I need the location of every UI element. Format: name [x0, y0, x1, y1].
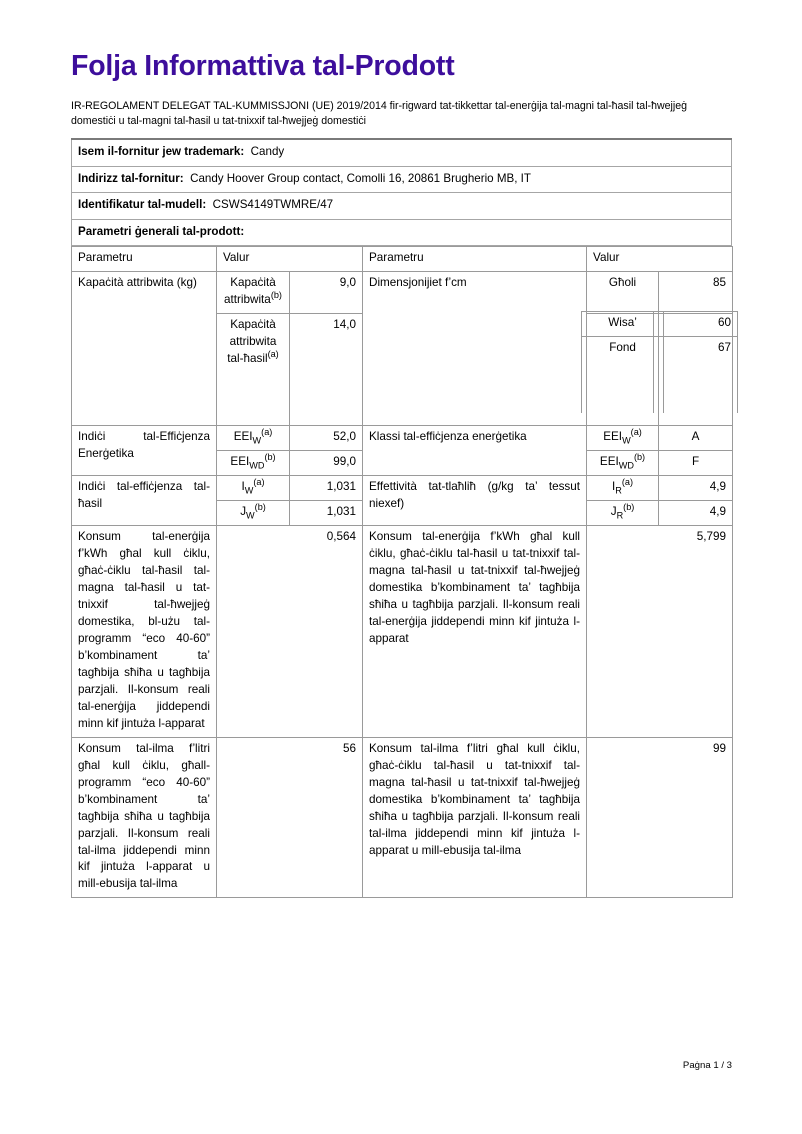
table-row-wash-efficiency [72, 476, 733, 501]
rinsing-param-label: Effettività tat-tlaħliħ (g/kg ta’ tessut niexef) [363, 476, 587, 526]
class-eei-wd-label [587, 451, 659, 476]
jw-subscript: W [246, 510, 255, 521]
footnote-b: (b) [633, 452, 646, 463]
class-eei-w-subscript: W [622, 435, 631, 446]
ir-label [587, 476, 659, 501]
capacity-rated-name: Kapaċità attribwita [224, 276, 276, 307]
supplier-address-cell [72, 166, 732, 192]
water-consumption-right-value: 99 [587, 737, 733, 898]
dimensions-param-label: Dimensjonijiet f’cm [363, 272, 587, 426]
table-row [72, 166, 732, 192]
page-title: Folja Informattiva tal-Prodott [71, 50, 455, 82]
width-value: 60 [654, 312, 738, 337]
class-eei-wd-name: EEI [599, 455, 619, 469]
capacity-wash-name: Kapaċità attribwita tal-ħasil [227, 318, 277, 366]
jr-subscript: R [616, 510, 624, 521]
footnote-a: (a) [267, 349, 279, 360]
supplier-address-value: Candy Hoover Group contact, Comolli 16, 20861 Brugherio MB, IT [190, 171, 531, 185]
depth-value: 67 [654, 337, 738, 413]
class-eei-w-name: EEI [603, 430, 623, 444]
iw-name: I [241, 480, 245, 494]
footnote-b: (b) [264, 452, 276, 463]
wash-efficiency-param-label: Indiċi tal-effiċjenza tal-ħasil [72, 476, 217, 526]
table-row [72, 193, 732, 219]
class-eei-w-value: A [659, 426, 733, 451]
table-row-eei [72, 426, 733, 451]
eei-param-label: Indiċi tal-Effiċjenza Enerġetika [72, 426, 217, 476]
water-consumption-left-value: 56 [217, 737, 363, 898]
supplier-address-label: Indirizz tal-fornitur: [78, 171, 184, 185]
energy-class-param-label: Klassi tal-effiċjenza enerġetika [363, 426, 587, 476]
general-parameters-label: Parametri ġenerali tal-prodott: [78, 224, 245, 238]
table-header-row [72, 247, 733, 272]
jr-name: J [610, 505, 617, 519]
footnote-a: (a) [253, 477, 265, 488]
table-row-energy-consumption [72, 526, 733, 738]
dimensions-sub-values [659, 314, 733, 426]
class-eei-wd-subscript: WD [618, 460, 634, 471]
eei-w-value: 52,0 [290, 426, 363, 451]
iw-subscript: W [244, 485, 254, 496]
iw-value: 1,031 [290, 476, 363, 501]
capacity-wash-label [217, 314, 290, 426]
ir-name: I [612, 480, 616, 494]
supplier-name-cell [72, 139, 732, 166]
page-footer [71, 1060, 732, 1071]
footnote-b: (b) [254, 502, 266, 513]
footnote-a: (a) [261, 427, 273, 438]
footnote-a: (a) [630, 427, 642, 438]
height-label: Għoli [587, 272, 659, 314]
col-header-parametru-right: Parametru [363, 247, 587, 272]
dimensions-sub-names [587, 314, 659, 426]
capacity-wash-value: 14,0 [290, 314, 363, 426]
ir-subscript: R [615, 485, 622, 496]
water-consumption-right-label: Konsum tal-ilma f’litri għal kull ċiklu, għaċ-ċiklu tal-ħasil u tat-tnixxif tal-magna tal-ħasil u tat-tnixxif tal-ħwejjeġ domestika b’kombinament ta’ tagħbija sħiħa u tagħbija parzjali. Il-konsum reali tal-ilma jiddependi minn kif jintuża l-apparat u mill-ebusija tal-ilma [363, 737, 587, 898]
energy-consumption-right-label: Konsum tal-enerġija f’kWh għal kull ċiklu, għaċ-ċiklu tal-ħasil u tat-tnixxif tal-magna tal-ħasil u tat-tnixxif tal-ħwejjeġ domestika b’kombinament ta’ tagħbija sħiħa u tagħbija parzjali. Il-konsum reali tal-enerġija jiddependi minn kif jintuża l-apparat [363, 526, 587, 738]
energy-consumption-left-label: Konsum tal-enerġija f’kWh għal kull ċiklu, għaċ-ċiklu tal-ħasil tal-magna tal-ħasil u tat-tnixxif tal-ħwejjeġ domestika, bl-użu tal-programm “eco 40-60” b’kombinament ta’ tagħbija sħiħa u tagħbija parzjali. Il-konsum reali tal-enerġija jiddependi minn kif jintuża l-apparat [72, 526, 217, 738]
footnote-a: (a) [621, 477, 633, 488]
footnote-b: (b) [270, 290, 282, 301]
eei-w-subscript: W [252, 435, 262, 446]
width-label: Wisa’ [582, 312, 664, 337]
eei-wd-label [217, 451, 290, 476]
capacity-rated-label [217, 272, 290, 314]
jr-value: 4,9 [659, 501, 733, 526]
eei-wd-value: 99,0 [290, 451, 363, 476]
jw-value: 1,031 [290, 501, 363, 526]
dimensions-names-table [581, 311, 664, 412]
dimensions-values-table [653, 311, 738, 412]
eei-w-label [217, 426, 290, 451]
col-header-valur-right: Valur [587, 247, 733, 272]
eei-wd-name: EEI [230, 455, 250, 469]
table-row [72, 139, 732, 166]
col-header-parametru-left: Parametru [72, 247, 217, 272]
col-header-valur-left: Valur [217, 247, 363, 272]
table-row [72, 219, 732, 245]
footnote-b: (b) [623, 502, 635, 513]
eei-wd-subscript: WD [249, 460, 265, 471]
class-eei-w-label [587, 426, 659, 451]
general-parameters-cell [72, 219, 732, 245]
regulation-subtitle: IR-REGOLAMENT DELEGAT TAL-KUMMISSJONI (UE) 2019/2014 fir-rigward tat-tikkettar tal-enerġija tal-magni tal-ħasil tal-ħwejjeġ domestiċi u tal-magni tal-ħasil u tat-tnixxif tal-ħwejjeġ domestiċi [71, 99, 688, 128]
capacity-param-label: Kapaċità attribwita (kg) [72, 272, 217, 426]
jr-label [587, 501, 659, 526]
supplier-name-value: Candy [250, 145, 285, 159]
jw-name: J [240, 505, 247, 519]
class-eei-wd-value: F [659, 451, 733, 476]
page-number: Paġna 1 / 3 [682, 1060, 732, 1071]
energy-consumption-right-value: 5,799 [587, 526, 733, 738]
water-consumption-left-label: Konsum tal-ilma f’litri għal kull ċiklu, għall-programm “eco 40-60” b’kombinament ta’ tagħbija sħiħa u tagħbija parzjali. Il-konsum reali tal-ilma jiddependi minn kif jintuża l-apparat u mill-ebusija tal-ilma [72, 737, 217, 898]
height-value: 85 [659, 272, 733, 314]
product-parameters-table [71, 246, 733, 898]
model-identifier-value: CSWS4149TWMRE/47 [212, 198, 334, 212]
jw-label [217, 501, 290, 526]
model-identifier-cell [72, 193, 732, 219]
depth-label: Fond [582, 337, 664, 413]
iw-label [217, 476, 290, 501]
table-row-water-consumption [72, 737, 733, 898]
capacity-rated-value: 9,0 [290, 272, 363, 314]
product-fiche-page [71, 0, 732, 898]
supplier-name-label: Isem il-fornitur jew trademark: [78, 145, 245, 159]
supplier-info-table [71, 138, 732, 246]
energy-consumption-left-value: 0,564 [217, 526, 363, 738]
table-row-capacity [72, 272, 733, 314]
ir-value: 4,9 [659, 476, 733, 501]
model-identifier-label: Identifikatur tal-mudell: [78, 198, 207, 212]
eei-w-name: EEI [233, 430, 253, 444]
